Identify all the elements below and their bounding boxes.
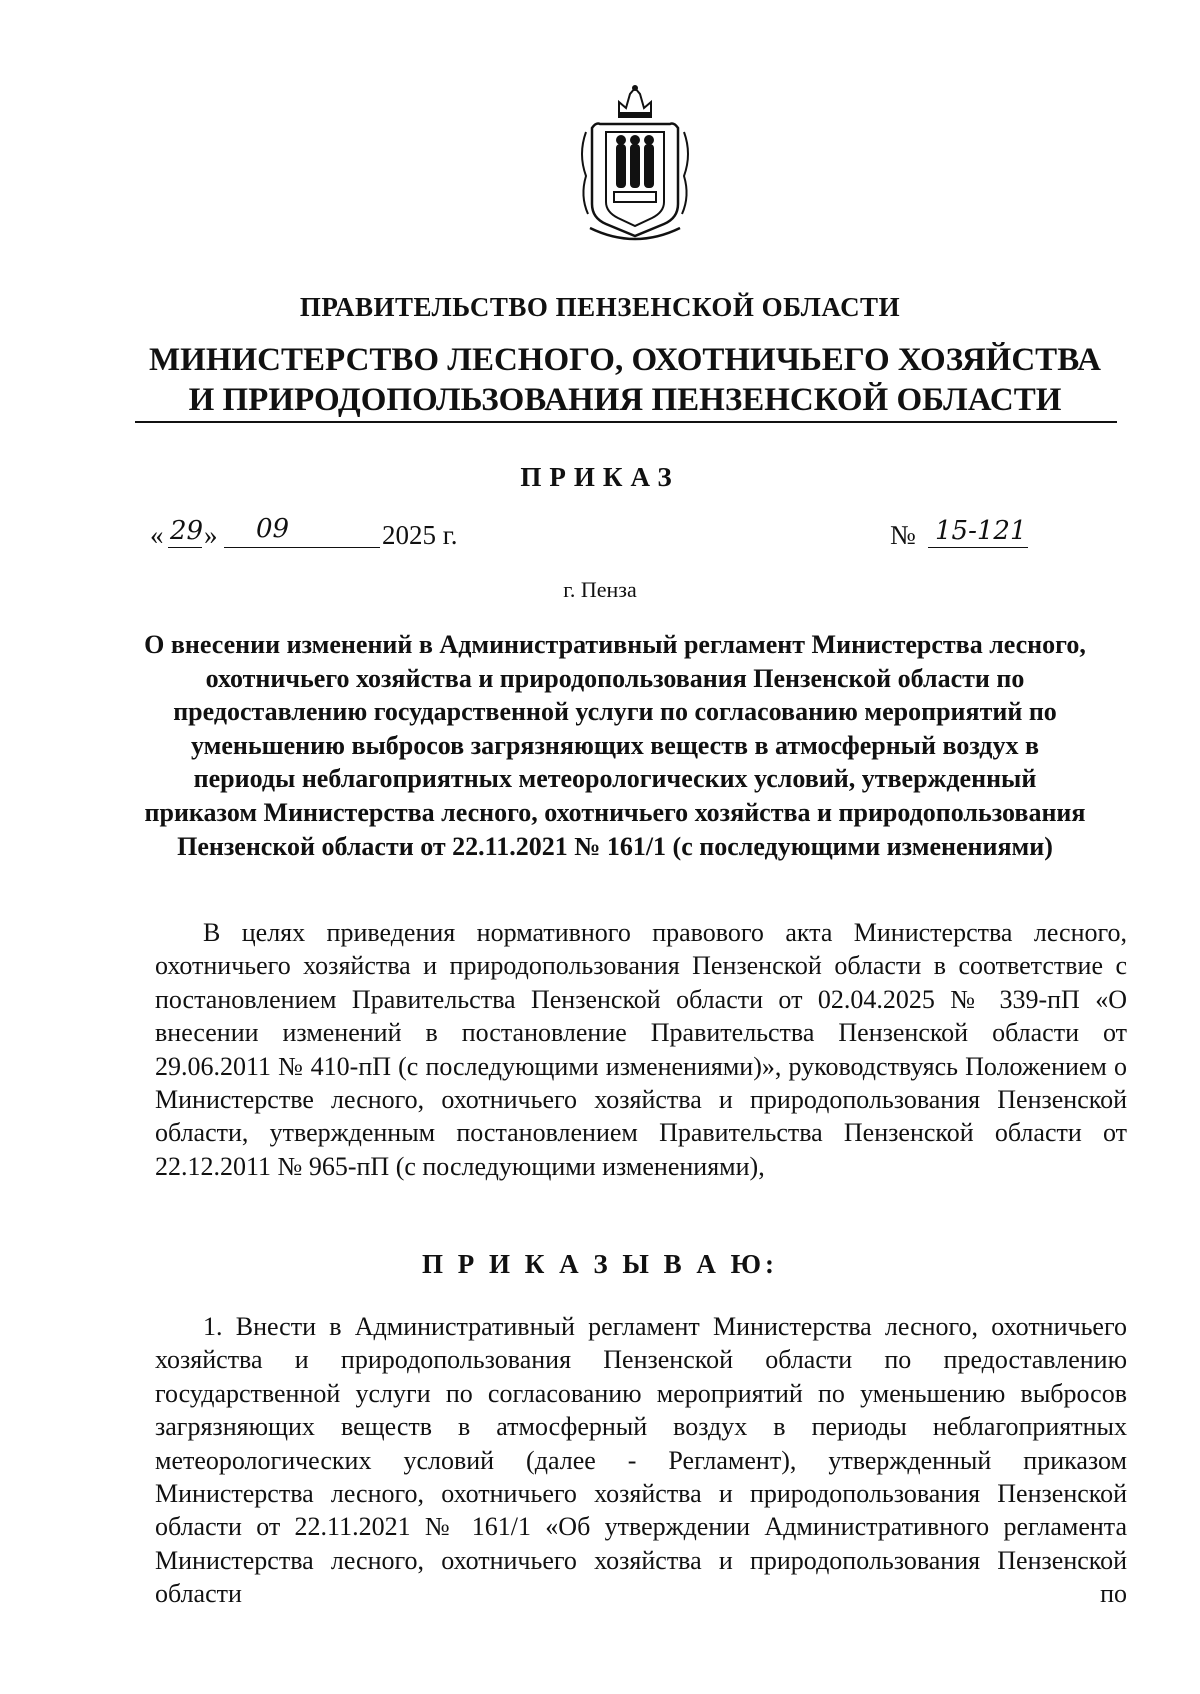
government-heading: ПРАВИТЕЛЬСТВО ПЕНЗЕНСКОЙ ОБЛАСТИ [299,292,901,322]
order-title: О внесении изменений в Административный регламент Министерства лесного, охотничьего хозяйства и природопользования Пензенской области по предоставлению государственной услуги по согласованию мероприятий по уменьшению выбросов загрязняющих веществ в атмосферный воздух в периоды неблагоприятных метеорологических условий, утвержденный приказом Министерства лесного, охотничьего хозяйства и природопользования Пензенской области от 22.11.2021 № 161/1 (с последующими изменениями) [144,630,1086,861]
order-city: г. Пенза [563,577,637,602]
header-divider [135,421,1117,423]
date-open-quote: « [150,520,164,550]
date-day-underline [168,547,202,548]
order-number-label: № [890,520,916,550]
date-day: 29 [170,516,204,546]
order-number-value: 15-121 [935,516,1027,546]
preamble-paragraph: В целях приведения нормативного правового акта Министерства лесного, охотничьего хозяйства и природопользования Пензенской области в соответствие с постановлением Правительства Пензенской области от 02.04.2025 № 339-пП «О внесении изменений в постановление Правительства Пензенской области от 29.06.2011 № 410-пП (с последующими изменениями)», руководствуясь Положением о Министерстве лесного, охотничьего хозяйства и природопользования Пензенской области, утвержденным постановлением Правительства Пензенской области от 22.12.2011 № 965-пП (с последующими изменениями), [155,918,1127,1181]
ministry-heading [130,340,1120,420]
penza-region-coat-of-arms-icon [572,84,698,244]
ministry-heading-line2: И ПРИРОДОПОЛЬЗОВАНИЯ ПЕНЗЕНСКОЙ ОБЛАСТИ [188,382,1062,418]
order-type-heading: ПРИКАЗ [520,462,680,492]
ministry-heading-line1: МИНИСТЕРСТВО ЛЕСНОГО, ОХОТНИЧЬЕГО ХОЗЯЙСТВА [149,342,1101,378]
order-date-line [0,514,1200,554]
date-month: 09 [256,514,290,544]
date-close-quote: » [204,520,218,550]
order-number-underline [928,547,1028,548]
date-year: 2025 г. [382,520,458,550]
clause-1-paragraph: 1. Внести в Административный регламент Министерства лесного, охотничьего хозяйства и природопользования Пензенской области по предоставлению государственной услуги по согласованию мероприятий по уменьшению выбросов загрязняющих веществ в атмосферный воздух в периоды неблагоприятных метеорологических условий (далее - Регламент), утвержденный приказом Министерства лесного, охотничьего хозяйства и природопользования Пензенской области от 22.11.2021 № 161/1 «Об утверждении Административного регламента Министерства лесного, охотничьего хозяйства и природопользования Пензенской области по [155,1312,1127,1609]
date-month-underline [224,547,380,548]
decree-heading: П Р И К А З Ы В А Ю: [422,1249,778,1279]
